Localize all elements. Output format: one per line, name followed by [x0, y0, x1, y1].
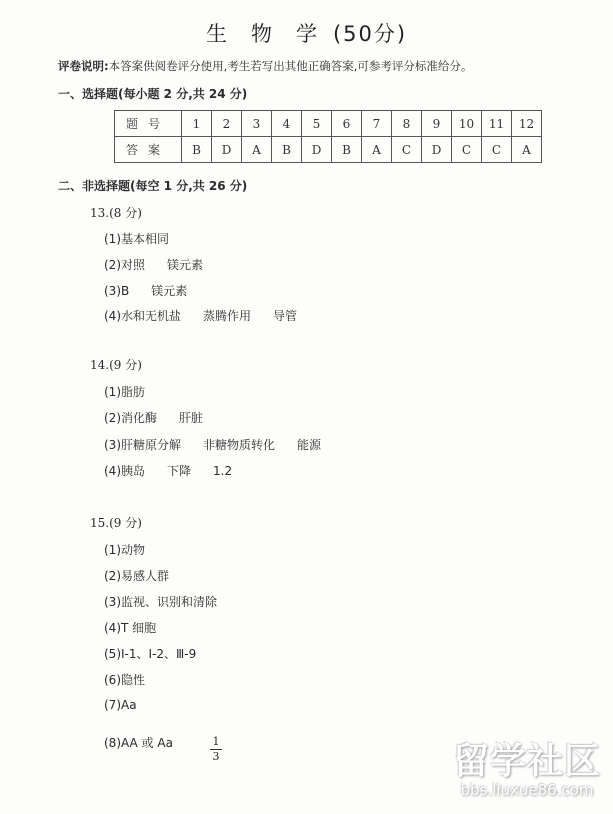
table-row-numbers [115, 111, 542, 137]
answer-text: (3)肝糖原分解 [104, 438, 181, 452]
question-number: 9 [422, 111, 452, 137]
q15-answer-4: (4)T 细胞 [104, 621, 157, 635]
q15-answer-3: (3)监视、识别和清除 [104, 595, 217, 609]
row-label: 答案 [115, 137, 182, 163]
answer-cell: B [182, 137, 212, 163]
q13-answer-1 [104, 230, 169, 247]
q15-answer-6: (6)隐性 [104, 673, 145, 687]
answer-cell: B [272, 137, 302, 163]
q13-answer-3 [104, 282, 187, 299]
q13-answer-4 [104, 307, 297, 324]
answer-text: 镁元素 [151, 284, 188, 298]
question-number: 2 [212, 111, 242, 137]
question-14-label: 14.(9 分) [90, 358, 142, 372]
answer-text: (2)消化酶 [104, 411, 157, 425]
question-number: 11 [482, 111, 512, 137]
answer-cell: A [512, 137, 542, 163]
answer-text: 镁元素 [167, 258, 204, 272]
title-score: (50分) [332, 22, 408, 46]
answer-text: 导管 [273, 309, 298, 323]
q15-answer-2: (2)易感人群 [104, 569, 169, 583]
question-number: 3 [242, 111, 272, 137]
answer-cell: D [212, 137, 242, 163]
question-number: 8 [392, 111, 422, 137]
question-number: 10 [452, 111, 482, 137]
answer-text: 肝脏 [179, 411, 204, 425]
answer-text: 能源 [297, 438, 322, 452]
fraction-one-third [210, 736, 222, 763]
fraction-denominator: 3 [212, 750, 220, 763]
answer-text: (1)脂肪 [104, 385, 145, 399]
answer-text: (3)B [104, 284, 130, 298]
answer-table [114, 110, 542, 163]
q14-answer-2 [104, 409, 203, 426]
q15-answer-8: (8)AA 或 Aa [104, 736, 173, 750]
q14-answer-4 [104, 462, 232, 479]
answer-text: 下降 [167, 464, 192, 478]
answer-cell: D [422, 137, 452, 163]
answer-text: (1)基本相同 [104, 232, 169, 246]
answer-cell: A [242, 137, 272, 163]
page-title [0, 18, 613, 48]
q14-answer-1 [104, 383, 145, 400]
grading-note-label: 评卷说明: [58, 59, 109, 73]
watermark-logo [453, 742, 601, 798]
q15-answer-7: (7)Aa [104, 698, 137, 712]
answer-text: (4)水和无机盐 [104, 309, 181, 323]
grading-note [58, 58, 472, 74]
question-number: 12 [512, 111, 542, 137]
q15-answer-5: (5)Ⅰ-1、Ⅰ-2、Ⅲ-9 [104, 647, 197, 661]
q15-answer-1: (1)动物 [104, 543, 145, 557]
answer-text: (2)对照 [104, 258, 145, 272]
answer-cell: D [302, 137, 332, 163]
question-13-label: 13.(8 分) [90, 206, 142, 220]
row-label: 题号 [115, 111, 182, 137]
answer-cell: C [452, 137, 482, 163]
watermark-text: 留学社区 [452, 741, 601, 782]
answer-cell: B [332, 137, 362, 163]
question-number: 1 [182, 111, 212, 137]
table-row-answers [115, 137, 542, 163]
question-number: 4 [272, 111, 302, 137]
question-number: 5 [302, 111, 332, 137]
q13-answer-2 [104, 256, 203, 273]
answer-text: 蒸腾作用 [203, 309, 252, 323]
title-char: 物 [250, 22, 274, 46]
answer-cell: A [362, 137, 392, 163]
section-heading-non-choice: 二、非选择题(每空 1 分,共 26 分) [58, 179, 248, 193]
question-number: 7 [362, 111, 392, 137]
q14-answer-3 [104, 436, 321, 453]
watermark-url: bbs.liuxue86.com [460, 781, 594, 799]
answer-text: 非糖物质转化 [203, 438, 276, 452]
question-15-label: 15.(9 分) [90, 516, 142, 530]
answer-text: 1.2 [213, 464, 233, 478]
question-number: 6 [332, 111, 362, 137]
answer-cell: C [392, 137, 422, 163]
grading-note-text: 本答案供阅卷评分使用,考生若写出其他正确答案,可参考评分标准给分。 [108, 59, 473, 73]
answer-text: (4)胰岛 [104, 464, 145, 478]
section-heading-multiple-choice: 一、选择题(每小题 2 分,共 24 分) [58, 87, 248, 101]
fraction-numerator: 1 [212, 735, 220, 748]
answer-cell: C [482, 137, 512, 163]
title-char: 学 [295, 22, 319, 46]
title-char: 生 [205, 22, 229, 46]
